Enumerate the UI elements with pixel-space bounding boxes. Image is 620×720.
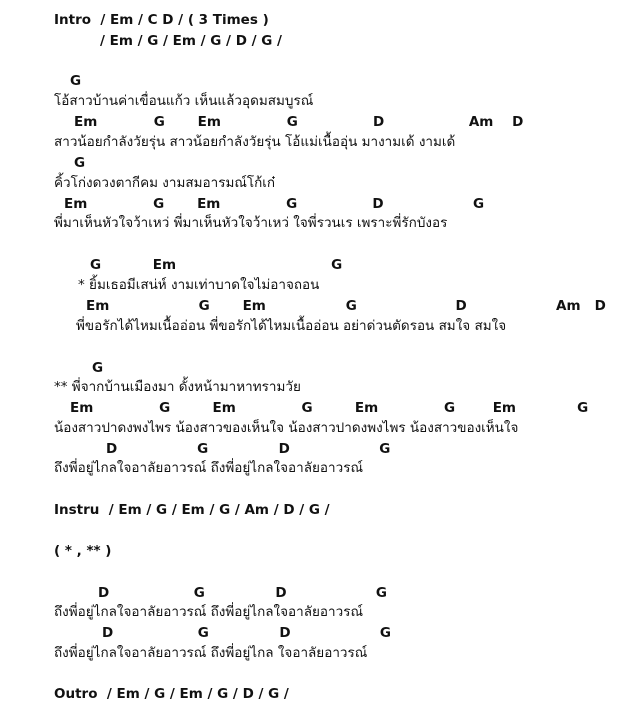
lyric-line: ถึงพี่อยู่ไกลใจอาลัยอาวรณ์ ถึงพี่อยู่ไกลใจอาลัยอาวรณ์	[54, 604, 363, 620]
chord-line: D G D G	[102, 625, 391, 641]
lyric-line: ** พี่จากบ้านเมืองมา ดั้งหน้ามาหาทรามวัย	[54, 379, 301, 395]
intro-chord-line: / Em / G / Em / G / D / G /	[100, 33, 282, 49]
chord-line: Em G Em G D Am D	[86, 298, 606, 314]
lyric-line: คิ้วโก่งดวงตากีคม งามสมอารมณ์โก้เก๋	[54, 175, 276, 191]
chord-line: D G D G	[106, 441, 391, 457]
chord-line: G	[92, 360, 104, 376]
repeat-marker: ( * , ** )	[54, 543, 112, 559]
chord-line: G	[74, 155, 86, 171]
chord-line: D G D G	[98, 585, 387, 601]
chord-line: Em G Em G D G	[64, 196, 485, 212]
lyric-line: น้องสาวปาดงพงไพร น้องสาวของเห็นใจ น้องสาวปาดงพงไพร น้องสาวของเห็นใจ	[54, 420, 519, 436]
lyric-line: พี่มาเห็นหัวใจว้าเหว่ พี่มาเห็นหัวใจว้าเหว่ ใจพี่รวนเร เพราะพี่รักบังอร	[54, 215, 448, 231]
outro-line: Outro / Em / G / Em / G / D / G /	[54, 686, 289, 702]
instrumental-line: Instru / Em / G / Em / G / Am / D / G /	[54, 502, 330, 518]
lyric-line: * ยิ้มเธอมีเสน่ห์ งามเท่าบาดใจไม่อาจถอน	[78, 277, 320, 293]
chord-line: G Em G	[90, 257, 343, 273]
lyric-line: สาวน้อยกำลังวัยรุ่น สาวน้อยกำลังวัยรุ่น โอ้แม่เนื้ออุ่น มางามเด้ งามเด้	[54, 134, 456, 150]
intro-line: Intro / Em / C D / ( 3 Times )	[54, 12, 269, 28]
lyric-line: โอ้สาวบ้านค่าเขื่อนแก้ว เห็นแล้วอุดมสมบูรณ์	[54, 93, 314, 109]
lyric-line: พี่ขอรักได้ไหมเนื้ออ่อน พี่ขอรักได้ไหมเนื้ออ่อน อย่าด่วนตัดรอน สมใจ สมใจ	[76, 318, 507, 334]
chord-line: G	[70, 73, 82, 89]
lyric-line: ถึงพี่อยู่ไกลใจอาลัยอาวรณ์ ถึงพี่อยู่ไกลใจอาลัยอาวรณ์	[54, 460, 363, 476]
chord-line: Em G Em G D Am D	[74, 114, 524, 130]
lyric-line: ถึงพี่อยู่ไกลใจอาลัยอาวรณ์ ถึงพี่อยู่ไกล ใจอาลัยอาวรณ์	[54, 645, 368, 661]
chord-line: Em G Em G Em G Em G	[70, 400, 589, 416]
